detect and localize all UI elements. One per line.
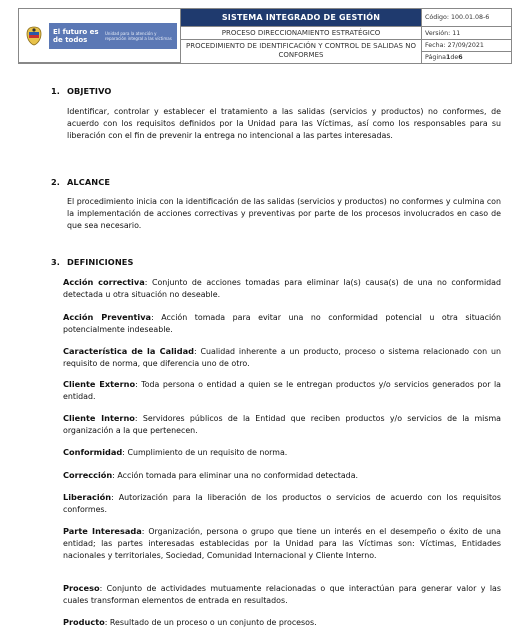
definition-text: Toda persona o entidad a quien se le entregan productos y/o servicios generados por la entidad.	[63, 380, 501, 402]
date-page-cell	[422, 40, 511, 63]
page-total: 6	[458, 54, 463, 61]
system-title: SISTEMA INTEGRADO DE GESTIÓN	[181, 9, 422, 27]
brand-logo	[49, 23, 177, 49]
definition-item: Producto: Resultado de un proceso o un conjunto de procesos.	[63, 617, 317, 627]
definition-text: Cumplimiento de un requisito de norma.	[127, 448, 288, 457]
alcance-text: El procedimiento inicia con la identificación de las salidas (servicios y productos) no conformes y culmina con la implementación de acciones correctivas y preventivas por parte de los procesos involucrados en caso de que sea necesario.	[67, 197, 501, 231]
definition-text: Acción tomada para eliminar una no conformidad detectada.	[117, 471, 359, 480]
logo-cell	[19, 9, 181, 63]
logo-subtext: Unidad para la atención y reparación integral a las víctimas	[105, 30, 172, 41]
definition-term: Cliente Externo	[63, 379, 136, 389]
definition-text: Autorización para la liberación de los productos o servicios de acuerdo con los requisitos conformes.	[63, 493, 501, 515]
definition-text: Acción tomada para evitar una no conformidad potencial u otra situación potencialmente indeseable.	[63, 313, 502, 335]
definition-term: Corrección	[63, 470, 113, 480]
procedure-title: PROCEDIMIENTO DE IDENTIFICACIÓN Y CONTROL DE SALIDAS NO CONFORMES	[181, 40, 422, 63]
definition-term: Acción correctiva	[63, 277, 145, 287]
definition-term: Liberación	[63, 492, 112, 502]
document-version: Versión: 11	[422, 27, 511, 40]
objetivo-text: Identificar, controlar y establecer el tratamiento a las salidas (servicios y productos) no conformes, de acuerdo con los requisitos definidos por la Unidad para las Víctimas, así como los responsables para su liberación con el fin de prevenir la entrega no intencional a las partes interesadas.	[67, 107, 501, 141]
definition-term: Característica de la Calidad	[63, 346, 194, 356]
definition-item: Conformidad: Cumplimiento de un requisito de norma.	[63, 447, 288, 457]
document-code: Código: 100.01.08-6	[422, 9, 511, 27]
definition-item: Liberación: Autorización para la liberación de los productos o servicios de acuerdo con los requisitos conformes.	[63, 492, 501, 515]
definition-term: Proceso	[63, 583, 100, 593]
definition-text: Cualidad inherente a un producto, proceso o sistema relacionado con un requisito de norma, que diferencia uno de otro.	[63, 347, 501, 369]
definition-item: Proceso: Conjunto de actividades mutuamente relacionadas o que interactúan para generar valor y las cuales transforman elementos de entrada en resultados.	[63, 583, 501, 606]
definition-text: Servidores públicos de la Entidad que reciben productos y/o servicios de la misma organización a la que pertenecen.	[63, 414, 501, 436]
definition-text: Resultado de un proceso o un conjunto de procesos.	[109, 618, 317, 627]
logo-text: El futuro es de todos	[53, 27, 99, 44]
definition-item: Acción Preventiva: Acción tomada para evitar una no conformidad potencial u otra situación potencialmente indeseable.	[63, 312, 502, 335]
section-heading-definiciones: 3. DEFINICIONES	[51, 257, 134, 267]
definition-term: Conformidad	[63, 447, 123, 457]
section-heading-objetivo: 1. OBJETIVO	[51, 86, 112, 96]
definition-item: Característica de la Calidad: Cualidad inherente a un producto, proceso o sistema relacionado con un requisito de norma, que diferencia uno de otro.	[63, 346, 501, 369]
definition-item: Corrección: Acción tomada para eliminar una no conformidad detectada.	[63, 470, 359, 480]
definition-item: Cliente Externo: Toda persona o entidad a quien se le entregan productos y/o servicios generados por la entidad.	[63, 379, 501, 402]
definition-term: Parte Interesada	[63, 526, 142, 536]
definition-text: Conjunto de actividades mutuamente relacionadas o que interactúan para generar valor y las cuales transforman elementos de entrada en resultados.	[63, 584, 501, 606]
document-date: Fecha: 27/09/2021	[422, 40, 511, 52]
document-header	[18, 8, 512, 64]
section-heading-alcance: 2. ALCANCE	[51, 177, 111, 187]
definition-text: Organización, persona o grupo que tiene un interés en el desempeño o éxito de una entidad; las partes interesadas establecidas por la Unidad para las Víctimas son: Víctimas, Entidades nacionales y territoriales, Sociedad, Comunidad Internacional y Cliente Interno.	[63, 527, 501, 561]
definition-term: Cliente Interno	[63, 413, 135, 423]
page-number: 1	[445, 54, 451, 61]
definition-item: Acción correctiva: Conjunto de acciones tomadas para eliminar la(s) causa(s) de una no conformidad detectada u otra situación no deseable.	[63, 277, 502, 300]
page-indicator: Página 1 de 6	[425, 54, 463, 61]
definition-term: Acción Preventiva	[63, 312, 152, 322]
coat-of-arms-icon	[23, 25, 45, 47]
definition-item: Parte Interesada: Organización, persona o grupo que tiene un interés en el desempeño o éxito de una entidad; las partes interesadas establecidas por la Unidad para las Víctimas son: Víctimas, Entidades nacionales y territoriales, Sociedad, Comunidad Internacional y Cliente Interno.	[63, 526, 501, 561]
definition-text: Conjunto de acciones tomadas para eliminar la(s) causa(s) de una no conformidad detectada u otra situación no deseable.	[63, 278, 502, 300]
definition-term: Producto	[63, 617, 105, 627]
process-title: PROCESO DIRECCIONAMIENTO ESTRATÉGICO	[181, 27, 422, 40]
definition-item: Cliente Interno: Servidores públicos de la Entidad que reciben productos y/o servicios de la misma organización a la que pertenecen.	[63, 413, 501, 436]
